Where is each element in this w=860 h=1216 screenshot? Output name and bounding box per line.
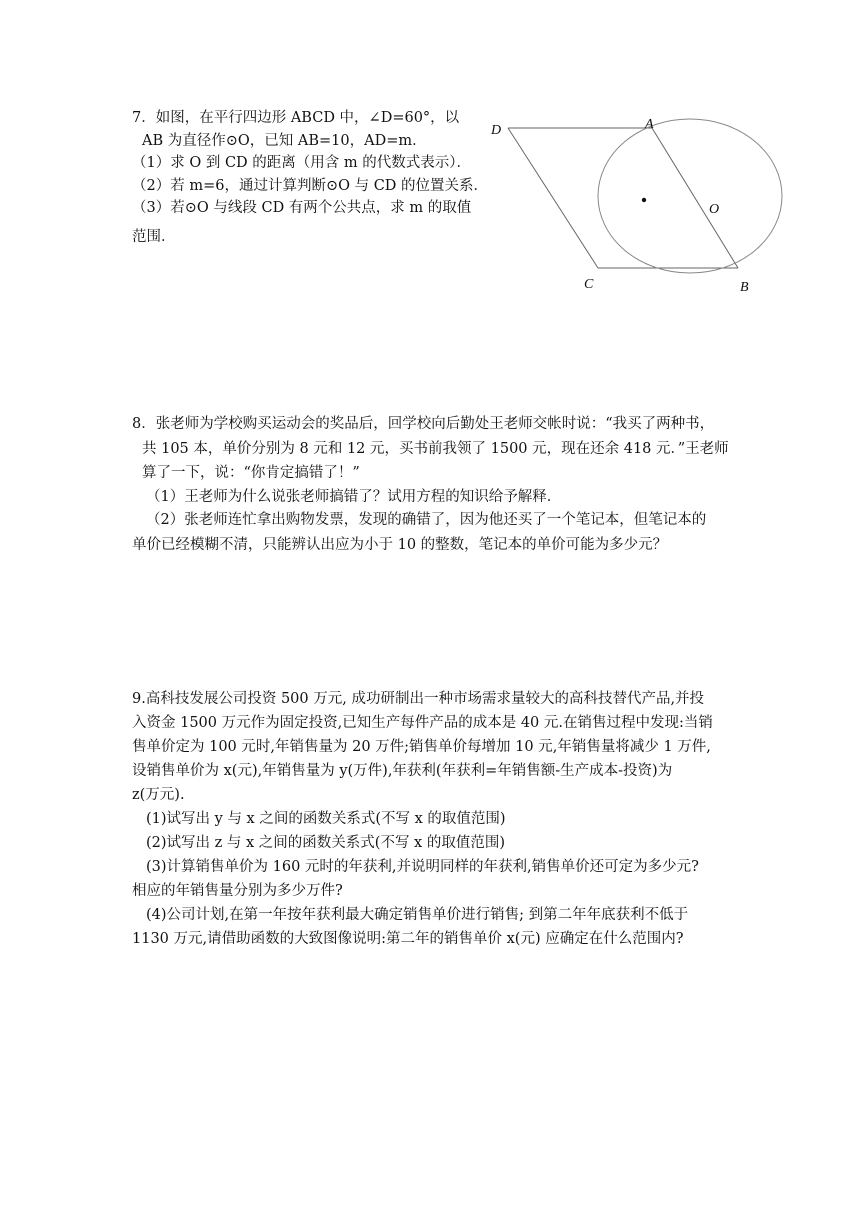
q9-line-3: 售单价定为 100 元时,年销售量为 20 万件;销售单价每增加 10 元,年销售量将减少 1 万件, bbox=[132, 739, 711, 755]
q9-line-4: 设销售单价为 x(元),年销售量为 y(万件),年获利(年获利=年销售额-生产成本-投资)为 bbox=[132, 763, 673, 779]
q9-part-1: (1)试写出 y 与 x 之间的函数关系式(不写 x 的取值范围) bbox=[146, 811, 506, 827]
segment-CD bbox=[508, 128, 598, 268]
label-D: D bbox=[491, 123, 502, 138]
q7-line-6: 范围． bbox=[132, 229, 176, 245]
q9-part-2: (2)试写出 z 与 x 之间的函数关系式(不写 x 的取值范围) bbox=[146, 835, 506, 851]
q9-line-2: 入资金 1500 万元作为固定投资,已知生产每件产品的成本是 40 元.在销售过程中发现:当销 bbox=[132, 715, 713, 731]
q9-line-1: 9.高科技发展公司投资 500 万元, 成功研制出一种市场需求量较大的高科技替代产品,并投 bbox=[132, 691, 705, 707]
q7-part-3: （3）若⊙O 与线段 CD 有两个公共点，求 m 的取值 bbox=[132, 200, 472, 216]
q9-line-5: z(万元). bbox=[132, 787, 185, 803]
q7-line-2: AB 为直径作⊙O，已知 AB=10，AD=m． bbox=[142, 133, 427, 149]
label-O: O bbox=[709, 202, 720, 217]
q8-line-2: 共 105 本，单价分别为 8 元和 12 元，买书前我领了 1500 元，现在还余 418 元．”王老师 bbox=[142, 441, 729, 457]
label-C: C bbox=[584, 277, 594, 292]
q8-line-6: 单价已经模糊不清，只能辨认出应为小于 10 的整数，笔记本的单价可能为多少元？ bbox=[132, 537, 668, 553]
label-B: B bbox=[740, 280, 749, 295]
q8-part-2: （2）张老师连忙拿出购物发票，发现的确错了，因为他还买了一个笔记本，但笔记本的 bbox=[146, 512, 707, 528]
q9-part-4: (4)公司计划,在第一年按年获利最大确定销售单价进行销售; 到第二年年底获利不低于 bbox=[146, 907, 689, 923]
q9-line-11: 1130 万元,请借助函数的大致图像说明:第二年的销售单价 x(元) 应确定在什么范围内? bbox=[132, 931, 684, 947]
q9-part-3: (3)计算销售单价为 160 元时的年获利,并说明同样的年获利,销售单价还可定为多少元? bbox=[146, 859, 699, 875]
q7-part-1: （1）求 O 到 CD 的距离（用含 m 的代数式表示）． bbox=[132, 155, 471, 171]
q9-line-9: 相应的年销售量分别为多少万件? bbox=[132, 883, 343, 899]
q7-part-2: （2）若 m=6，通过计算判断⊙O 与 CD 的位置关系． bbox=[132, 178, 489, 194]
label-A: A bbox=[645, 117, 654, 132]
q8-line-1: 8．张老师为学校购买运动会的奖品后，回学校向后勤处王老师交帐时说：“我买了两种书， bbox=[132, 416, 715, 432]
q8-line-3: 算了一下，说：“你肯定搞错了！” bbox=[142, 465, 360, 481]
segment-AB bbox=[652, 128, 738, 268]
q8-part-1: （1）王老师为什么说张老师搞错了？试用方程的知识给予解释． bbox=[146, 489, 562, 505]
circle-O bbox=[598, 119, 782, 273]
center-point bbox=[642, 198, 646, 202]
q7-line-1: 7．如图，在平行四边形 ABCD 中，∠D=60°，以 bbox=[132, 110, 460, 126]
